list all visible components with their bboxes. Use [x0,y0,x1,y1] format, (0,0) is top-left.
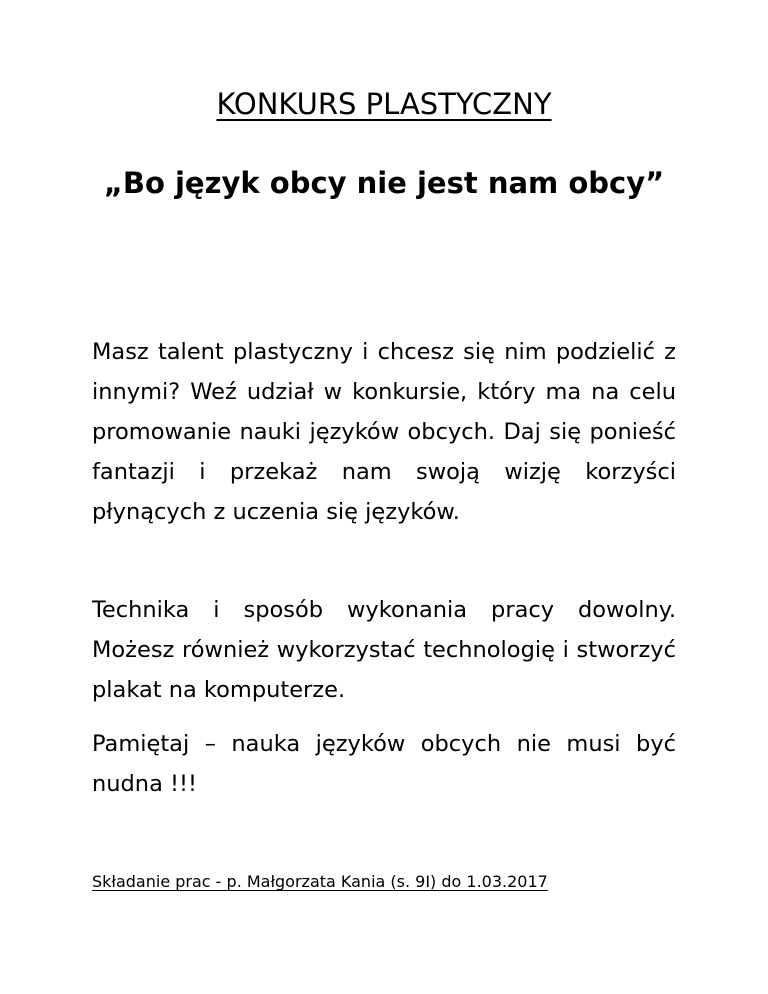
document-title: KONKURS PLASTYCZNY [216,87,552,121]
submission-info-text: Składanie prac - p. Małgorzata Kania (s. 9I) do 1.03.2017 [92,872,548,891]
submission-info [92,870,692,894]
document-subtitle: „Bo język obcy nie jest nam obcy” [103,166,665,200]
paragraph-technique: Technika i sposób wykonania pracy dowolny. Możesz również wykorzystać technologię i stworzyć plakat na komputerze. [92,597,676,703]
paragraph-intro: Masz talent plastyczny i chcesz się nim podzielić z innymi? Weź udział w konkursie, który ma na celu promowanie nauki języków obcych. Daj się ponieść fantazji i przekaż nam swoją wizję korzyści płynących z uczenia się języków. [92,339,676,525]
paragraph-reminder: Pamiętaj – nauka języków obcych nie musi być nudna !!! [92,731,676,797]
